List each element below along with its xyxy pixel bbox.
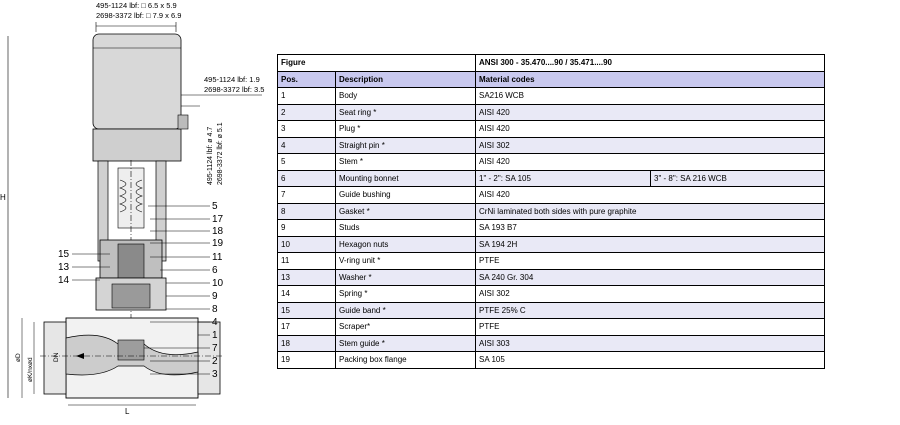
callout-7: 7	[212, 343, 218, 354]
cell-material: SA 193 B7	[476, 220, 825, 237]
table-row	[278, 187, 825, 204]
actuator-size-label-1: 495-1124 lbf: □ 6.5 x 5.9	[96, 1, 177, 10]
callout-8: 8	[212, 304, 218, 315]
cell-description: Stem guide *	[336, 335, 476, 352]
figure-value: ANSI 300 - 35.470....90 / 35.471....90	[476, 55, 825, 72]
cell-description: Guide bushing	[336, 187, 476, 204]
cell-pos: 7	[278, 187, 336, 204]
stroke-label-2: 2698-3372 lbf: 3.5	[204, 85, 265, 94]
cell-description: Plug *	[336, 121, 476, 138]
cell-pos: 18	[278, 335, 336, 352]
callout-5: 5	[212, 201, 218, 212]
cell-description: Gasket *	[336, 203, 476, 220]
cell-material: SA216 WCB	[476, 88, 825, 105]
callout-2: 2	[212, 356, 218, 367]
cell-description: V-ring unit *	[336, 253, 476, 270]
table-row	[278, 220, 825, 237]
cell-material: PTFE	[476, 253, 825, 270]
cell-pos: 14	[278, 286, 336, 303]
cell-material-alt: 3" - 8": SA 216 WCB	[651, 170, 825, 187]
table-row	[278, 154, 825, 171]
table-row	[278, 203, 825, 220]
cell-pos: 3	[278, 121, 336, 138]
stroke-label-1: 495-1124 lbf: 1.9	[204, 75, 260, 84]
dimension-D: øD	[15, 353, 22, 362]
dimension-DN: DN	[53, 352, 60, 362]
cell-material: SA 105	[476, 352, 825, 369]
callout-4: 4	[212, 317, 218, 328]
cell-description: Hexagon nuts	[336, 236, 476, 253]
callout-15: 15	[58, 249, 70, 260]
cell-pos: 6	[278, 170, 336, 187]
header-row	[278, 71, 825, 88]
actuator-size-label-2: 2698-3372 lbf: □ 7.9 x 6.9	[96, 11, 182, 20]
diameter-label-1: 495-1124 lbf: ø 4.7	[207, 126, 214, 185]
cell-pos: 15	[278, 302, 336, 319]
cell-description: Stem *	[336, 154, 476, 171]
table-row	[278, 302, 825, 319]
header-material: Material codes	[476, 71, 825, 88]
table-row	[278, 352, 825, 369]
table-row	[278, 88, 825, 105]
dimension-H: H	[0, 193, 6, 202]
cell-pos: 8	[278, 203, 336, 220]
cell-material: AISI 302	[476, 286, 825, 303]
cell-description: Straight pin *	[336, 137, 476, 154]
table-row	[278, 253, 825, 270]
figure-label: Figure	[278, 55, 476, 72]
cell-description: Spring *	[336, 286, 476, 303]
callout-19: 19	[212, 238, 224, 249]
table-row	[278, 335, 825, 352]
cell-pos: 10	[278, 236, 336, 253]
cell-pos: 2	[278, 104, 336, 121]
materials-table	[277, 54, 825, 369]
cell-material: AISI 302	[476, 137, 825, 154]
table-row	[278, 170, 825, 187]
figure-row	[278, 55, 825, 72]
cell-material: SA 194 2H	[476, 236, 825, 253]
cell-pos: 1	[278, 88, 336, 105]
callout-1: 1	[212, 330, 218, 341]
cell-material: AISI 303	[476, 335, 825, 352]
cell-material: CrNi laminated both sides with pure graphite	[476, 203, 825, 220]
callout-17: 17	[212, 214, 224, 225]
cell-description: Mounting bonnet	[336, 170, 476, 187]
cell-pos: 5	[278, 154, 336, 171]
cell-material: PTFE 25% C	[476, 302, 825, 319]
cell-description: Washer *	[336, 269, 476, 286]
table-row	[278, 121, 825, 138]
callout-6: 6	[212, 265, 218, 276]
dimension-K: øK/nxød	[27, 357, 34, 382]
table-row	[278, 137, 825, 154]
cell-description: Studs	[336, 220, 476, 237]
cell-pos: 9	[278, 220, 336, 237]
cell-description: Packing box flange	[336, 352, 476, 369]
cell-material: AISI 420	[476, 154, 825, 171]
header-description: Description	[336, 71, 476, 88]
table-row	[278, 286, 825, 303]
cell-material: SA 240 Gr. 304	[476, 269, 825, 286]
header-pos: Pos.	[278, 71, 336, 88]
cell-material: PTFE	[476, 319, 825, 336]
cell-material: AISI 420	[476, 104, 825, 121]
dimension-L: L	[125, 407, 130, 416]
cell-pos: 17	[278, 319, 336, 336]
cell-pos: 11	[278, 253, 336, 270]
cell-pos: 13	[278, 269, 336, 286]
callout-11: 11	[212, 252, 223, 263]
callout-18: 18	[212, 226, 224, 237]
cell-material: AISI 420	[476, 187, 825, 204]
cell-material: 1" - 2": SA 105	[476, 170, 651, 187]
callout-10: 10	[212, 278, 224, 289]
callout-13: 13	[58, 262, 70, 273]
valve-cross-section-drawing	[0, 0, 270, 425]
table-row	[278, 269, 825, 286]
diameter-label-2: 2698-3372 lbf: ø 5.1	[217, 122, 224, 185]
cell-description: Seat ring *	[336, 104, 476, 121]
cell-description: Scraper*	[336, 319, 476, 336]
table-row	[278, 104, 825, 121]
cell-description: Body	[336, 88, 476, 105]
cell-pos: 4	[278, 137, 336, 154]
callout-9: 9	[212, 291, 218, 302]
callout-14: 14	[58, 275, 70, 286]
cell-material: AISI 420	[476, 121, 825, 138]
table-row	[278, 319, 825, 336]
cell-description: Guide band *	[336, 302, 476, 319]
callout-3: 3	[212, 369, 218, 380]
cell-pos: 19	[278, 352, 336, 369]
table-row	[278, 236, 825, 253]
